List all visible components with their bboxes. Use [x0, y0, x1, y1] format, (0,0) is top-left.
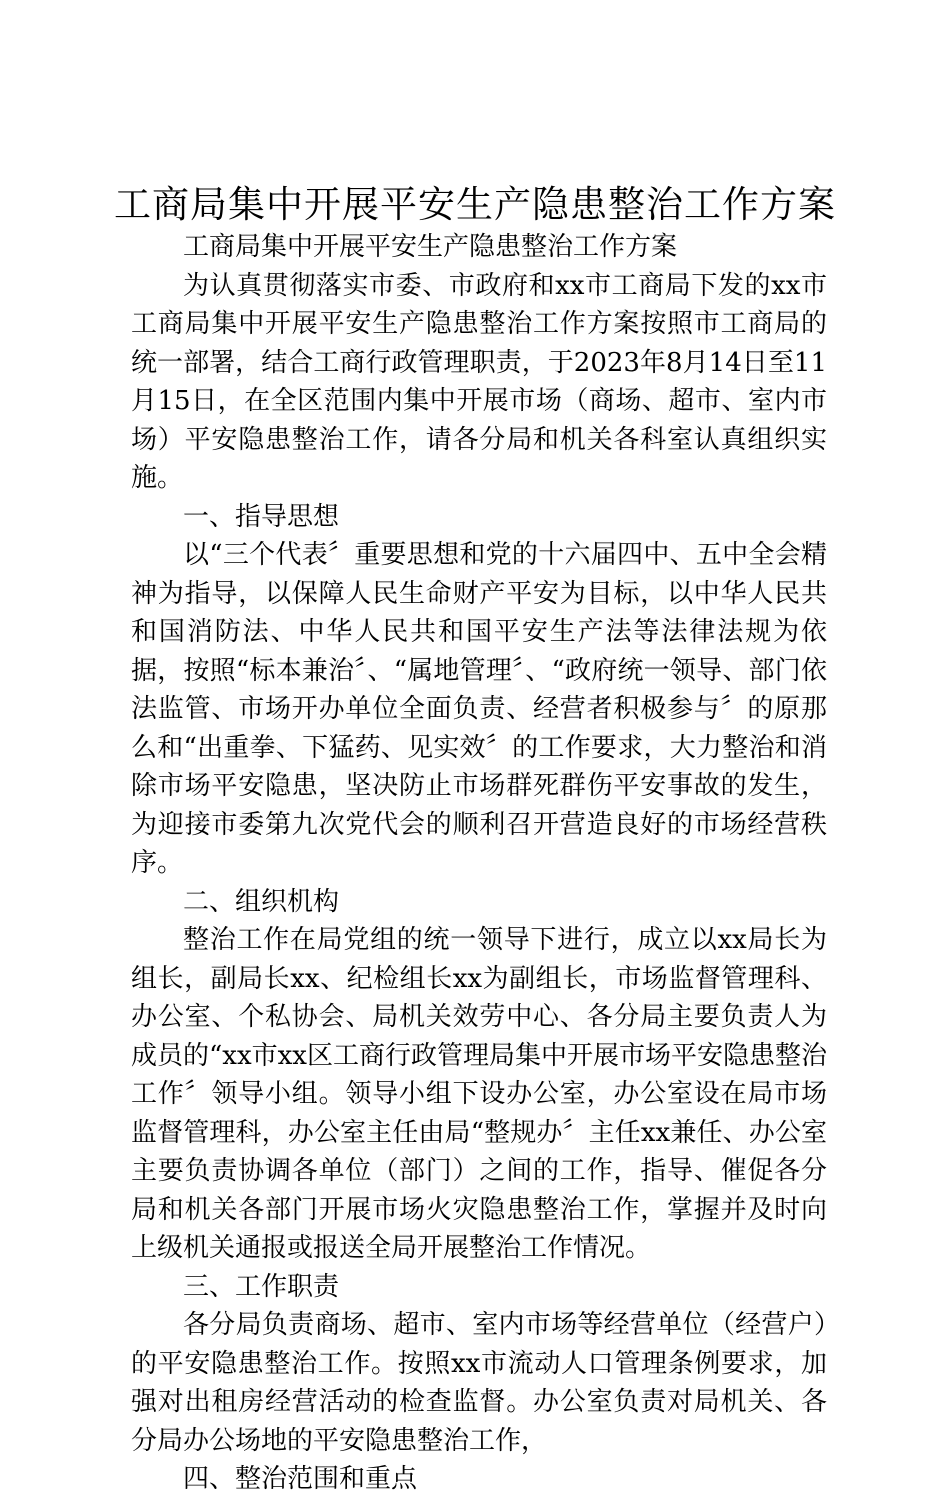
organization-paragraph: 整治工作在局党组的统一领导下进行，成立以xx局长为组长，副局长xx、纪检组长xx为副组长，市场监督管理科、办公室、个私协会、局机关效劳中心、各分局主要负责人为成员的“xx市xx区工商行政管理局集中开展市场平安隐患整治工作〞领导小组。领导小组下设办公室，办公室设在局市场监督管理科，办公室主任由局“整规办〞主任xx兼任、办公室主要负责协调各单位（部门）之间的工作，指导、催促各分局和机关各部门开展市场火灾隐患整治工作，掌握并及时向上级机关通报或报送全局开展整治工作情况。: [131, 925, 827, 1263]
guiding-thought-paragraph: 以“三个代表〞重要思想和党的十六届四中、五中全会精神为指导，以保障人民生命财产平安为目标，以中华人民共和国消防法、中华人民共和国平安生产法等法律法规为依据，按照“标本兼治〞、“属地管理〞、“政府统一领导、部门依法监管、市场开办单位全面负责、经营者积极参与〞的原那么和“出重拳、下猛药、见实效〞的工作要求，大力整治和消除市场平安隐患，坚决防止市场群死群伤平安事故的发生，为迎接市委第九次党代会的顺利召开营造良好的市场经营秩序。: [131, 540, 827, 878]
subtitle-paragraph: 工商局集中开展平安生产隐患整治工作方案: [183, 232, 678, 262]
section-heading-responsibilities: 三、工作职责: [183, 1271, 340, 1302]
responsibilities-paragraph: 各分局负责商场、超市、室内市场等经营单位（经营户）的平安隐患整治工作。按照xx市流动人口管理条例要求，加强对出租房经营活动的检查监督。办公室负责对局机关、各分局办公场地的平安隐患整治工作，: [131, 1310, 827, 1456]
section-heading-organization: 二、组织机构: [183, 886, 340, 917]
document-title: 工商局集中开展平安生产隐患整治工作方案: [114, 183, 836, 226]
intro-paragraph: 为认真贯彻落实市委、市政府和xx市工商局下发的xx市工商局集中开展平安生产隐患整治工作方案按照市工商局的统一部署，结合工商行政管理职责，于2023年8月14日至11月15日，在全区范围内集中开展市场（商场、超市、室内市场）平安隐患整治工作，请各分局和机关各科室认真组织实施。: [131, 270, 827, 493]
section-heading-scope: 四、整治范围和重点: [183, 1464, 418, 1494]
document-body: [131, 228, 827, 1499]
section-heading-guiding-thought: 一、指导思想: [183, 501, 340, 532]
